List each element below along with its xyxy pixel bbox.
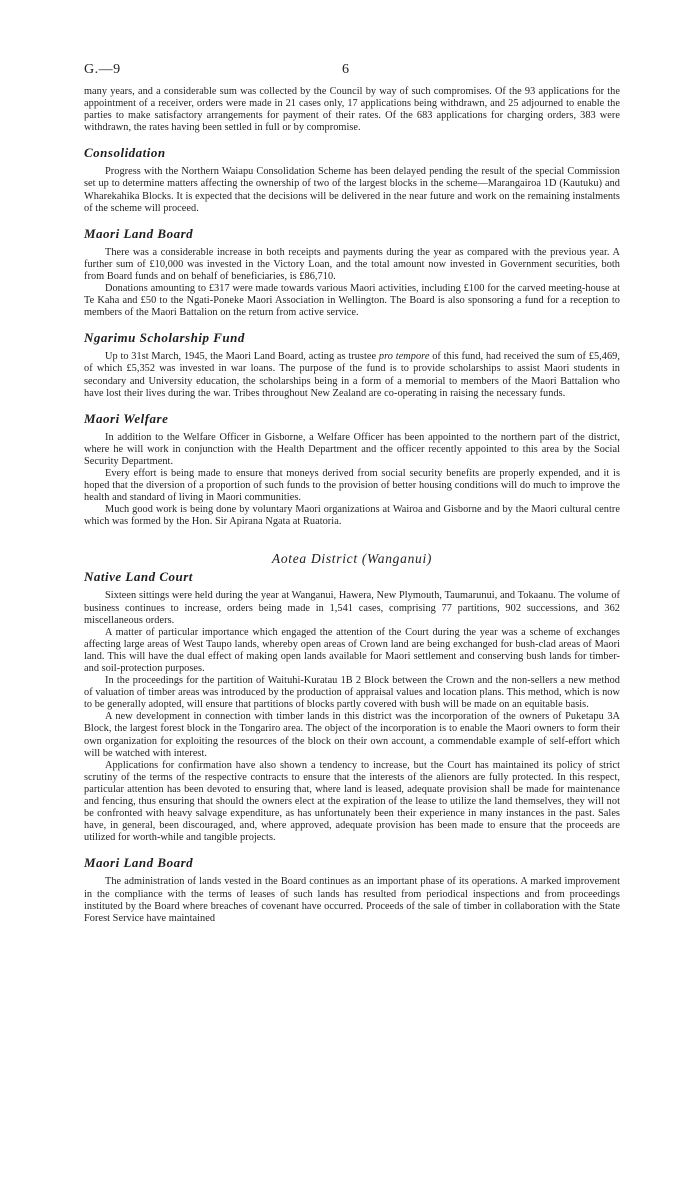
section-native-land-court (84, 569, 620, 844)
paragraph: A new development in connection with timber lands in this district was the incorporation of the owners of Puketapu 3A Block, the largest forest block in the Tongariro area. The object of the incorporation is to enable the Maori owners to form their own organization for exploiting the resources of the block on their own account, a commendable example of self-effort which will be watched with interest. (84, 711, 620, 759)
report-reference: G.—9 (84, 62, 121, 77)
page-number: 6 (342, 62, 349, 77)
section-heading: Ngarimu Scholarship Fund (84, 330, 245, 346)
text-run: of this fund, had received the sum of £5,469, of which £5,352 was invested in war loans. The purpose of the fund is to provide scholarships to assist Maori students in secondary and University education, the scholarships being in a form of a memorial to members of the Maori Battalion who have lost their lives during the war. Tribes throughout New Zealand are co-operating in raising the necessary funds. (84, 351, 620, 399)
running-header (84, 62, 620, 86)
section-aotea-maori-land-board (84, 855, 620, 924)
paragraph: A matter of particular importance which engaged the attention of the Court during the year was a scheme of exchanges affecting large areas of West Taupo lands, whereby open areas of Crown land are being exchanged for bush-clad areas of Maori land. This will have the dual effect of making open lands available for Maori settlement and conserving bush lands for timber-and soil-protection purposes. (84, 626, 620, 674)
district-heading: Aotea District (Wanganui) (271, 551, 433, 567)
paragraph: In the proceedings for the partition of Waituhi-Kuratau 1B 2 Block between the Crown and the non-sellers a new method of valuation of timber areas was introduced by the production of appraisal values and location plans. This method, which is now to be generally adopted, will ensure that partitions of blocks partly covered with bush will be made on an equitable basis. (84, 675, 620, 711)
paragraph: Much good work is being done by voluntary Maori organizations at Wairoa and Gisborne and by the Maori cultural centre which was formed by the Hon. Sir Apirana Ngata at Ruatoria. (84, 504, 620, 528)
paragraph: Every effort is being made to ensure that moneys derived from social security benefits are properly expended, and it is hoped that the diversion of a proportion of such funds to the provision of better housing conditions will do much to improve the health and standard of living in Maori communities. (84, 467, 620, 504)
text-run: Up to 31st March, 1945, the Maori Land Board, acting as trustee (105, 351, 379, 363)
section-maori-land-board (84, 226, 620, 320)
paragraph: There was a considerable increase in both receipts and payments during the year as compared with the previous year. A further sum of £10,000 was invested in the Victory Loan, and the total amount now invested in Government securities, both from Board funds and on behalf of beneficiaries, is £86,710. (84, 246, 620, 282)
section-heading: Native Land Court (84, 569, 193, 585)
section-heading: Maori Welfare (84, 410, 169, 426)
italic-phrase: pro tempore (378, 351, 430, 363)
paragraph: Progress with the Northern Waiapu Consolidation Scheme has been delayed pending the result of the special Commission set up to determine matters affecting the ownership of two of the largest blocks in the scheme—Marangairoa 1D (Kautuku) and Wharekahika Blocks. It is expected that the decisions will be delivered in the near future and work on the remaining instalments of the scheme will proceed. (84, 166, 620, 214)
intro-paragraph: many years, and a considerable sum was collected by the Council by way of such compromises. Of the 93 applications for the appointment of a receiver, orders were made in 21 cases only, 17 applications being withdrawn, and 25 adjourned to enable the parties to make satisfactory arrangements for payment of their rates. Of the 683 applications for charging orders, 383 were withdrawn, the rates having been settled in full or by compromise. (84, 86, 620, 134)
paragraph (84, 351, 620, 399)
section-consolidation (84, 145, 620, 214)
section-ngarimu-scholarship-fund (84, 330, 620, 399)
paragraph: Applications for confirmation have also shown a tendency to increase, but the Court has maintained its policy of strict scrutiny of the terms of the respective contracts to ensure that the interests of the alienors are fully protected. In this respect, particular attention has been devoted to ensuring that, where land is leased, adequate provision shall be made for maintenance and fencing, thus ensuring that should the owners elect at the expiration of the lease to utilize the land themselves, they will not be confronted with heavy salvage expenditure, as has unfortunately been their experience in many instances in the past. Sales have, in general, been discouraged, and, where approved, adequate provision has been made to ensure that the proceeds are utilized for worth-while and tangible projects. (84, 759, 620, 844)
section-maori-welfare (84, 411, 620, 529)
document-page (84, 62, 620, 925)
section-heading: Consolidation (84, 145, 166, 161)
paragraph: In addition to the Welfare Officer in Gisborne, a Welfare Officer has been appointed to the northern part of the district, where he will work in conjunction with the Health Department and the officer recently appointed to this area by the Social Security Department. (84, 431, 620, 467)
paragraph: The administration of lands vested in the Board continues as an important phase of its operations. A marked improvement in the compliance with the terms of leases of such lands has resulted from periodical inspections and from proceedings instituted by the Board where breaches of covenant have occurred. Proceeds of the sale of timber in collaboration with the State Forest Service have maintained (84, 876, 620, 924)
paragraph: Sixteen sittings were held during the year at Wanganui, Hawera, New Plymouth, Taumarunui, and Tokaanu. The volume of business continues to increase, orders being made in 1,541 cases, comprising 77 partitions, 902 successions, and 362 miscellaneous orders. (84, 590, 620, 626)
section-heading: Maori Land Board (84, 225, 194, 241)
paragraph: Donations amounting to £317 were made towards various Maori activities, including £100 for the carved meeting-house at Te Kaha and £50 to the Ngati-Poneke Maori Association in Wellington. The Board is also sponsoring a fund for a reception to members of the Maori Battalion on the return from active service. (84, 283, 620, 319)
section-heading: Maori Land Board (84, 855, 194, 871)
